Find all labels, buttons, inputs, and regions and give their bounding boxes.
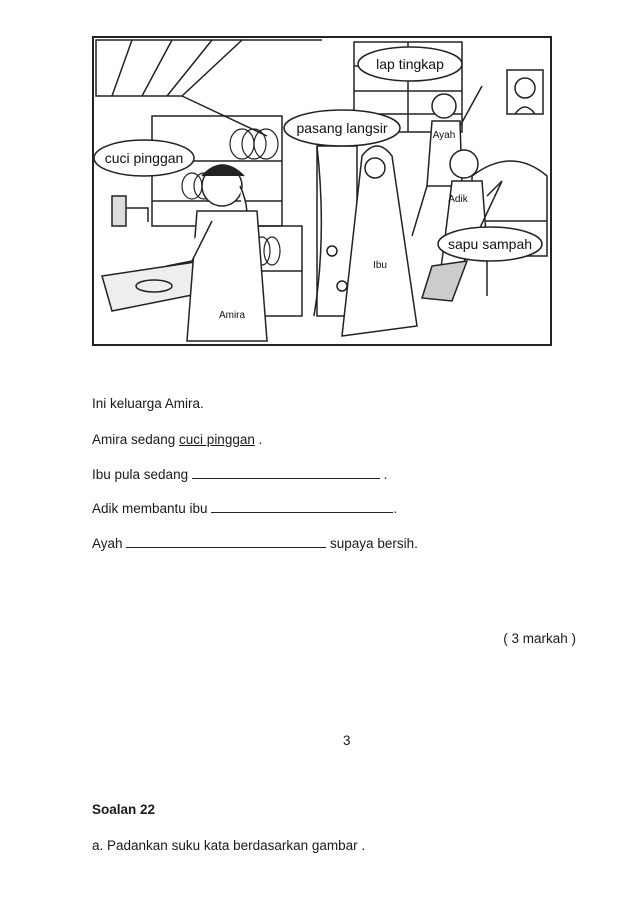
sentence-2 [92,431,262,449]
sentence-3-suffix: . [379,467,388,482]
sentence-2-answer: cuci pinggan [179,432,255,447]
sentence-5-prefix: Ayah [92,536,127,551]
sentence-2-suffix: . [254,432,263,447]
sentence-1: Ini keluarga Amira. [92,396,204,411]
sentence-4-suffix: . [393,501,398,516]
question-instruction: a. Padankan suku kata berdasarkan gambar . [92,838,366,853]
label-amira: Amira [218,310,246,321]
sentence-3 [92,466,387,484]
answer-blank-ayah[interactable] [126,535,326,548]
sentence-4-prefix: Adik membantu ibu [92,501,212,516]
bubble-pasang-langsir [284,110,400,146]
sentence-5 [92,535,418,553]
page-number: 3 [343,733,351,748]
answer-blank-ibu[interactable] [192,466,380,479]
bubble-cuci-pinggan-text: cuci pinggan [104,150,184,166]
bubble-sapu-sampah-text: sapu sampah [447,236,533,252]
bubble-pasang-langsir-text: pasang langsir [296,120,388,136]
question-heading: Soalan 22 [92,802,156,817]
bubble-cuci-pinggan [94,140,194,176]
illustration-svg [92,36,552,346]
label-ayah: Ayah [432,130,456,141]
bubble-lap-tingkap-text: lap tingkap [376,56,444,72]
bubble-lap-tingkap [358,47,462,81]
sentence-2-prefix: Amira sedang [92,432,180,447]
family-chores-illustration [92,36,552,346]
label-ibu: Ibu [373,260,387,271]
sentence-4 [92,500,397,518]
bubble-sapu-sampah [438,227,542,261]
sentence-3-prefix: Ibu pula sedang [92,467,192,482]
label-adik: Adik [448,194,468,205]
answer-blank-adik[interactable] [211,500,393,513]
sentence-5-suffix: supaya bersih. [326,536,418,551]
marks-label: ( 3 markah ) [503,631,576,646]
